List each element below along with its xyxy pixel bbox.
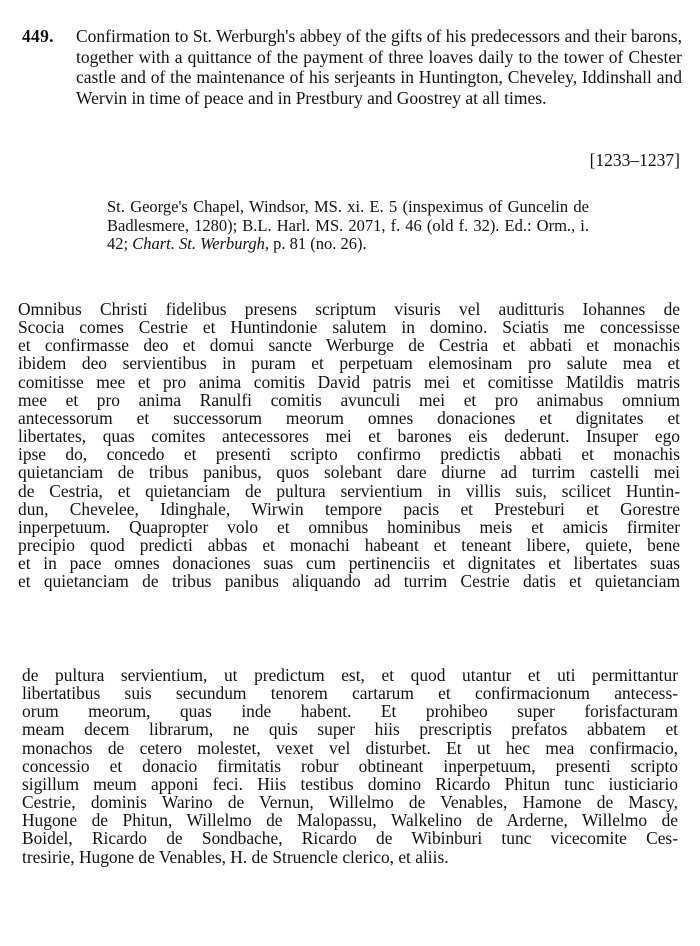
charter-text-line: de pultura servientium, ut predictum est, et quod utantur et uti permittantur bbox=[22, 665, 678, 685]
charter-text-line: Omnibus Christi fidelibus presens scriptum visuris vel auditturis Iohannes de bbox=[18, 299, 680, 319]
source-text-part2: , p. 81 (no. 26). bbox=[264, 234, 367, 253]
charter-text-line: comitisse mee et pro anima comitis David patris mei et comitisse Matildis matris bbox=[18, 371, 680, 392]
charter-text-line: sigillum meum apponi feci. Hiis testibus domino Ricardo Phitun tunc iusticiario bbox=[22, 773, 678, 794]
charter-text-block-2 bbox=[22, 666, 678, 866]
charter-text-line: Boidel, Ricardo de Sondbache, Ricardo de Wibinburi tunc vicecomite Ces- bbox=[22, 828, 678, 849]
charter-text-line: et confirmasse deo et domui sancte Werburge de Cestria et abbati et monachis bbox=[18, 335, 680, 356]
charter-entry-header bbox=[22, 26, 682, 108]
charter-text-line: mee et pro anima Ranulfi comitis avunculi mei et pro animabus omnium bbox=[18, 389, 680, 410]
source-text-part1: St. George's Chapel, Windsor, MS. xi. E. 5 (inspeximus of Guncelin de Badlesmere, 1280); B.L. Harl. MS. 2071, f. 46 (old f. 32). Ed.: Orm., i. 42; bbox=[107, 197, 589, 253]
charter-text-block-1 bbox=[18, 300, 680, 591]
charter-text-line: antecessorum et successorum meorum omnes donaciones et dignitates et bbox=[18, 407, 680, 428]
charter-text-line: dun, Chevelee, Idinghale, Wirwin tempore pacis et Presteburi et Gorestre bbox=[18, 498, 680, 519]
charter-text-line: et quietanciam de tribus panibus aliquando ad turrim Cestrie datis et quietanciam bbox=[18, 571, 680, 592]
charter-text-line: concessio et donacio firmitatis robur obtineant inperpetuum, presenti scripto bbox=[22, 755, 678, 776]
charter-text-line: meam decem librarum, ne quis super hiis prescriptis prefatos abbatem et bbox=[22, 719, 678, 740]
charter-text-line: Scocia comes Cestrie et Huntindonie salutem in domino. Sciatis me concessisse bbox=[18, 317, 680, 338]
charter-text-line: monachos de cetero molestet, vexet vel disturbet. Et ut hec mea confirmacio, bbox=[22, 737, 678, 758]
entry-summary: Confirmation to St. Werburgh's abbey of the gifts of his predecessors and their barons, together with a quittance of the payment of three loaves daily to the tower of Chester castle and of the maintenance of his serjeants in Huntington, Cheveley, Iddinshall and Wervin in time of peace and in Prestbury and Goostrey at all times. bbox=[76, 26, 682, 108]
charter-text-line: de Cestria, et quietanciam de pultura servientium in villis suis, scilicet Huntin- bbox=[18, 480, 680, 501]
entry-date: [1233–1237] bbox=[589, 150, 680, 170]
charter-text-line: tresirie, Hugone de Venables, H. de Struencle clerico, et aliis. bbox=[22, 846, 449, 867]
charter-text-line: Cestrie, dominis Warino de Vernun, Willelmo de Venables, Hamone de Mascy, bbox=[22, 792, 678, 813]
charter-text-line: precipio quod predicti abbas et monachi habeant et teneant libere, quiete, bene bbox=[18, 535, 680, 556]
charter-text-line: ipse do, concedo et presenti scripto confirmo predictis abbati et monachis bbox=[18, 444, 680, 465]
charter-text-line: libertatibus suis secundum tenorem cartarum et confirmacionum antecess- bbox=[22, 683, 678, 704]
source-text-italic: Chart. St. Werburgh bbox=[132, 234, 265, 253]
charter-text-line: libertates, quas comites antecessores mei et barones eis dederunt. Insuper ego bbox=[18, 426, 680, 447]
charter-text-line: quietanciam de tribus panibus, quos solebant dare diurne ad turrim castelli mei bbox=[18, 462, 680, 483]
charter-text-line: inperpetuum. Quapropter volo et omnibus hominibus meis et amicis firmiter bbox=[18, 516, 680, 537]
charter-text-line: orum meorum, quas inde habent. Et prohibeo super forisfacturam bbox=[22, 701, 678, 722]
charter-text-line: ibidem deo servientibus in puram et perpetuam elemosinam pro salute mea et bbox=[18, 353, 680, 374]
charter-text-line: Hugone de Phitun, Willelmo de Malopassu, Walkelino de Arderne, Willelmo de bbox=[22, 810, 678, 831]
source-references bbox=[107, 198, 589, 254]
charter-text-line: et in pace omnes donaciones suas cum pertinenciis et dignitates et libertates suas bbox=[18, 553, 680, 574]
entry-number: 449. bbox=[22, 26, 54, 46]
